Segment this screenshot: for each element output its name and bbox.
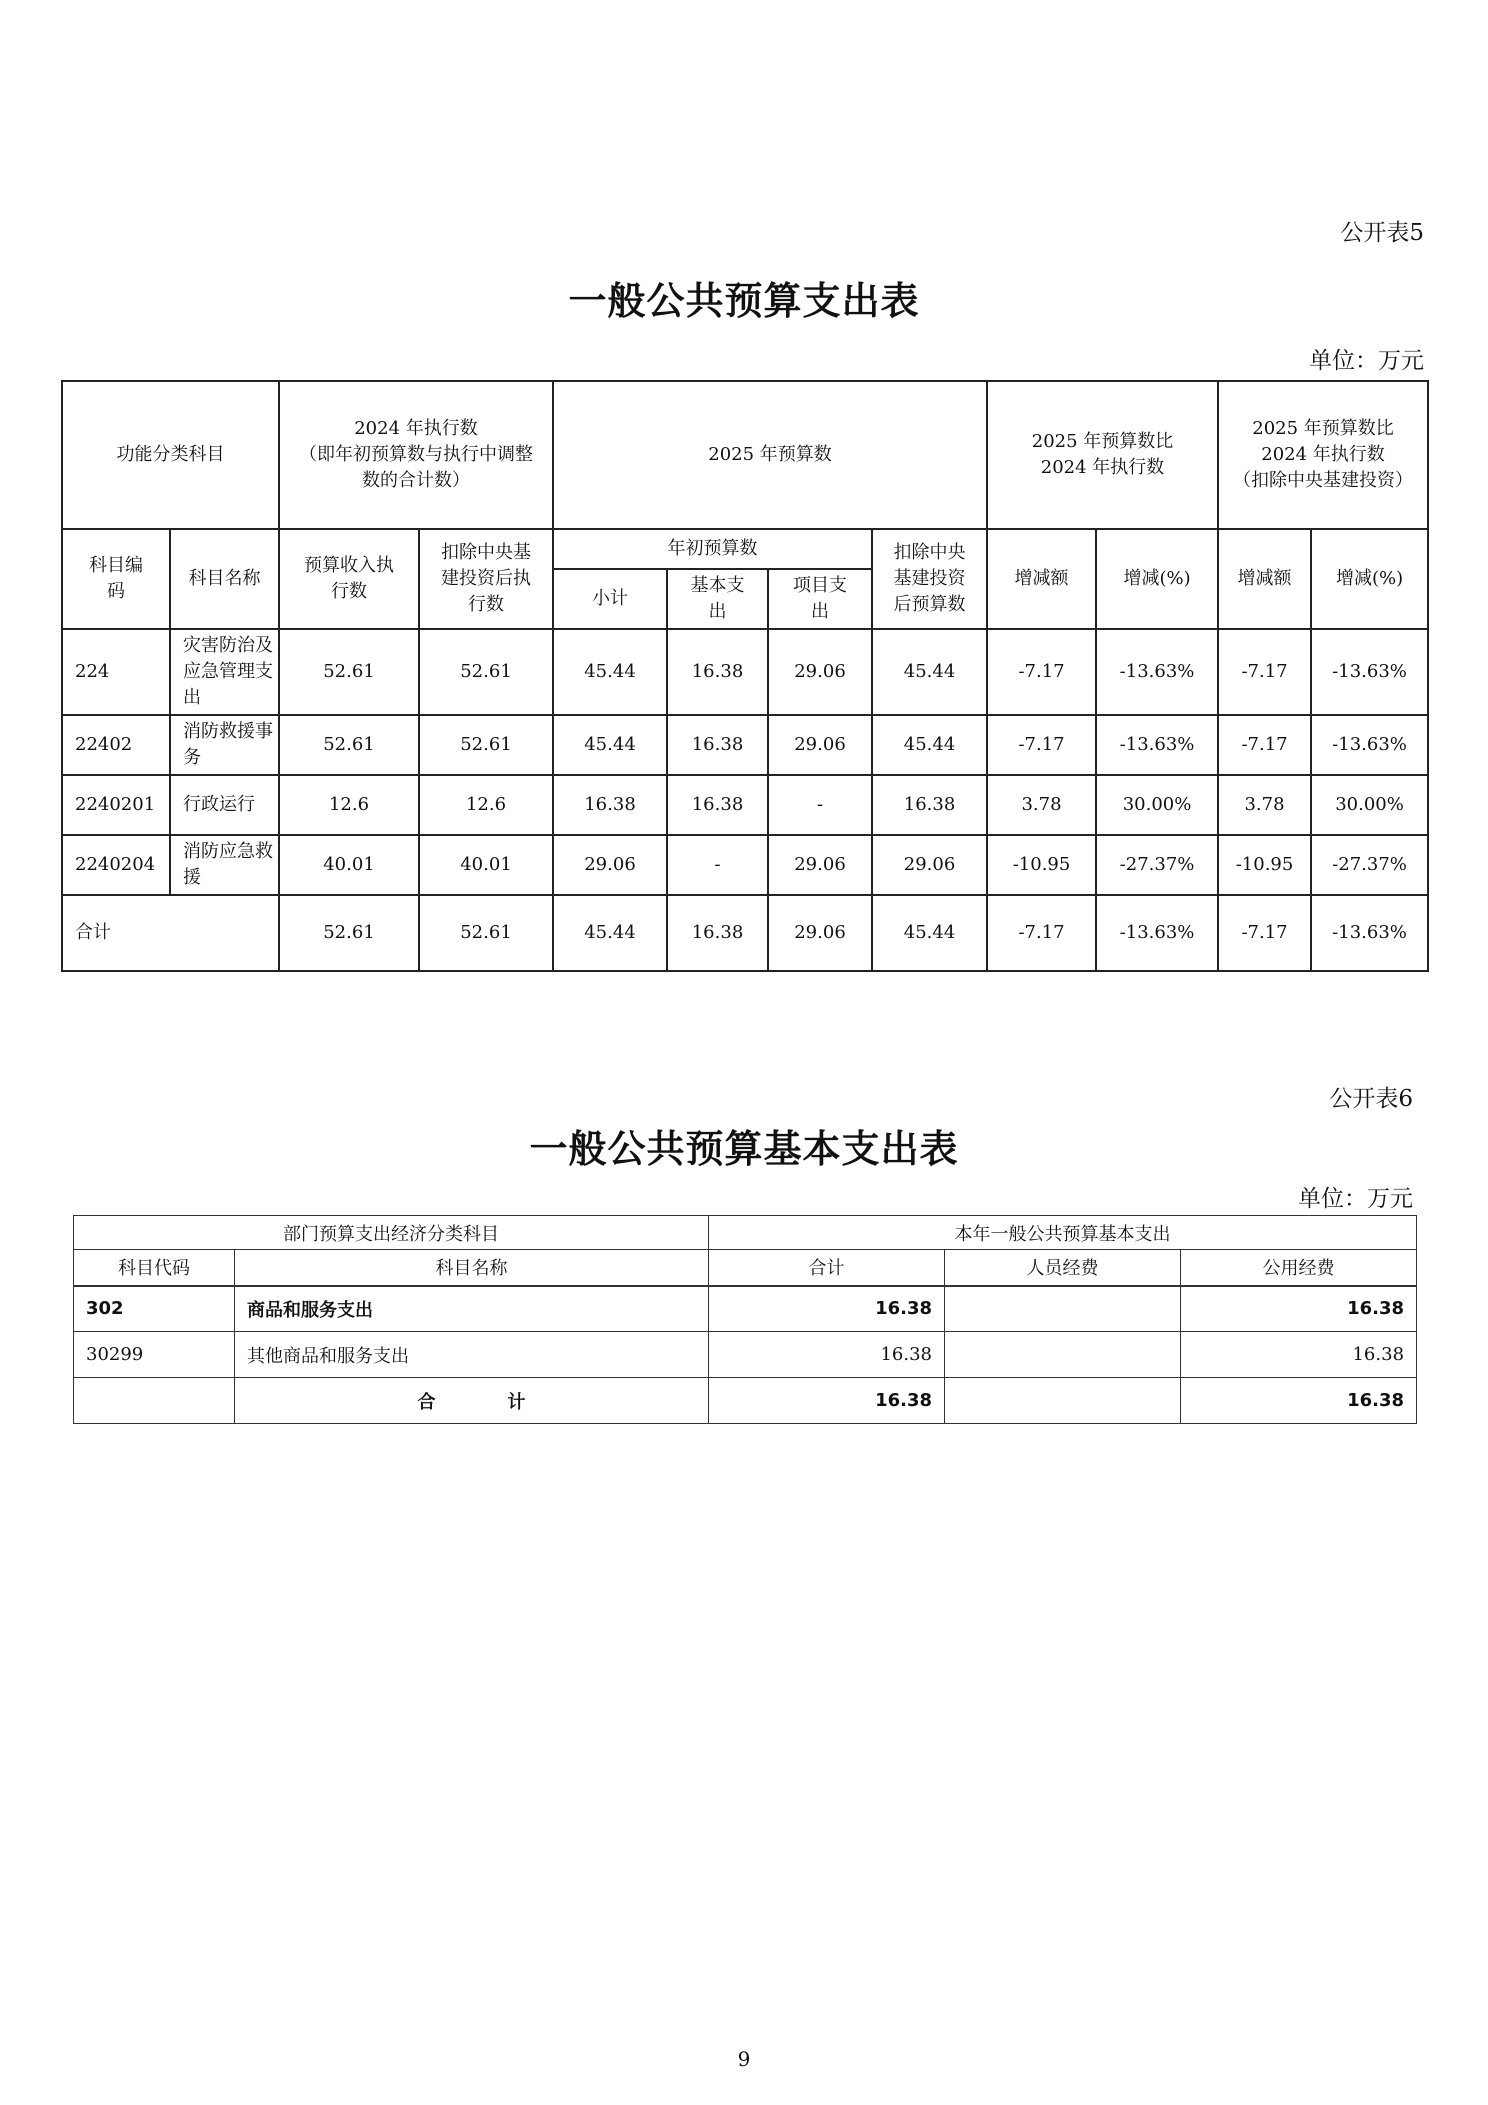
row-cell: 16.38 xyxy=(553,775,667,835)
row-cell: -10.95 xyxy=(987,835,1096,895)
header-budget-2025: 2025 年预算数 xyxy=(553,381,987,529)
sum-blank xyxy=(74,1378,235,1424)
row-personnel xyxy=(945,1286,1181,1332)
row-cell: -27.37% xyxy=(1096,835,1218,895)
total-cell: 52.61 xyxy=(279,895,419,971)
row-code: 224 xyxy=(62,629,170,715)
row-cell: 52.61 xyxy=(419,629,553,715)
row-total: 16.38 xyxy=(709,1332,945,1378)
header-change-amount-excl: 增减额 xyxy=(1218,529,1311,629)
table5-unit: 单位：万元 xyxy=(1309,348,1424,374)
row-code: 22402 xyxy=(62,715,170,775)
header-code: 科目编码 xyxy=(62,529,170,629)
row-cell: -7.17 xyxy=(1218,629,1311,715)
row-cell: 16.38 xyxy=(667,775,768,835)
header-change-percent-excl: 增减(%) xyxy=(1311,529,1428,629)
row-cell: 16.38 xyxy=(667,629,768,715)
total-cell: 45.44 xyxy=(872,895,987,971)
total-cell: -7.17 xyxy=(1218,895,1311,971)
row-public: 16.38 xyxy=(1181,1332,1417,1378)
row-cell: 3.78 xyxy=(987,775,1096,835)
sum-total: 16.38 xyxy=(709,1378,945,1424)
row-cell: 29.06 xyxy=(768,629,872,715)
total-cell: 52.61 xyxy=(419,895,553,971)
header-name: 科目名称 xyxy=(170,529,279,629)
row-cell: 45.44 xyxy=(872,715,987,775)
header-dept-econ-category: 部门预算支出经济分类科目 xyxy=(74,1216,709,1250)
row-cell: -13.63% xyxy=(1096,629,1218,715)
row-cell: 29.06 xyxy=(553,835,667,895)
header-initial-budget: 年初预算数 xyxy=(553,529,872,569)
table-row xyxy=(74,1332,1417,1378)
header-change-percent: 增减(%) xyxy=(1096,529,1218,629)
table5-tag: 公开表5 xyxy=(1340,220,1424,246)
header-compare: 2025 年预算数比 2024 年执行数 xyxy=(987,381,1218,529)
header-total: 合计 xyxy=(709,1250,945,1286)
row-name: 消防应急救援 xyxy=(170,835,279,895)
table6-unit: 单位：万元 xyxy=(1298,1186,1413,1212)
header-personnel: 人员经费 xyxy=(945,1250,1181,1286)
row-cell: 45.44 xyxy=(553,715,667,775)
row-public: 16.38 xyxy=(1181,1286,1417,1332)
table6-tag: 公开表6 xyxy=(1329,1086,1413,1112)
row-cell: - xyxy=(768,775,872,835)
row-name: 消防救援事务 xyxy=(170,715,279,775)
header-name: 科目名称 xyxy=(235,1250,709,1286)
table-row xyxy=(62,775,1428,835)
total-cell: -13.63% xyxy=(1096,895,1218,971)
row-cell: 3.78 xyxy=(1218,775,1311,835)
row-cell: -7.17 xyxy=(987,715,1096,775)
total-cell: -13.63% xyxy=(1311,895,1428,971)
row-cell: -7.17 xyxy=(987,629,1096,715)
sum-personnel xyxy=(945,1378,1181,1424)
total-cell: -7.17 xyxy=(987,895,1096,971)
table-row xyxy=(74,1286,1417,1332)
header-project: 项目支出 xyxy=(768,569,872,629)
header-compare-excl: 2025 年预算数比 2024 年执行数 （扣除中央基建投资） xyxy=(1218,381,1428,529)
row-total: 16.38 xyxy=(709,1286,945,1332)
total-cell: 45.44 xyxy=(553,895,667,971)
row-cell: -13.63% xyxy=(1096,715,1218,775)
row-cell: 16.38 xyxy=(667,715,768,775)
row-cell: -27.37% xyxy=(1311,835,1428,895)
row-cell: -7.17 xyxy=(1218,715,1311,775)
row-code: 302 xyxy=(74,1286,235,1332)
table-row xyxy=(62,629,1428,715)
row-cell: 45.44 xyxy=(872,629,987,715)
row-cell: -10.95 xyxy=(1218,835,1311,895)
total-cell: 29.06 xyxy=(768,895,872,971)
row-cell: 16.38 xyxy=(872,775,987,835)
header-budget-excl: 扣除中央基建投资后预算数 xyxy=(872,529,987,629)
total-label: 合计 xyxy=(62,895,279,971)
header-current-basic: 本年一般公共预算基本支出 xyxy=(709,1216,1417,1250)
row-name: 行政运行 xyxy=(170,775,279,835)
row-name: 灾害防治及应急管理支出 xyxy=(170,629,279,715)
sum-public: 16.38 xyxy=(1181,1378,1417,1424)
row-cell: 52.61 xyxy=(279,715,419,775)
row-cell: 12.6 xyxy=(419,775,553,835)
row-cell: 29.06 xyxy=(768,715,872,775)
header-public: 公用经费 xyxy=(1181,1250,1417,1286)
table6-title: 一般公共预算基本支出表 xyxy=(529,1127,959,1171)
header-subtotal: 小计 xyxy=(553,569,667,629)
row-name: 商品和服务支出 xyxy=(235,1286,709,1332)
sum-label: 合 计 xyxy=(235,1378,709,1424)
header-function-category: 功能分类科目 xyxy=(62,381,279,529)
row-code: 2240201 xyxy=(62,775,170,835)
row-cell: 52.61 xyxy=(279,629,419,715)
row-cell: 45.44 xyxy=(553,629,667,715)
row-code: 30299 xyxy=(74,1332,235,1378)
row-cell: 29.06 xyxy=(768,835,872,895)
row-cell: 30.00% xyxy=(1311,775,1428,835)
row-cell: - xyxy=(667,835,768,895)
table-row xyxy=(62,715,1428,775)
header-income-exec: 预算收入执行数 xyxy=(279,529,419,629)
header-code: 科目代码 xyxy=(74,1250,235,1286)
row-cell: 30.00% xyxy=(1096,775,1218,835)
row-cell: -13.63% xyxy=(1311,629,1428,715)
table6-total-row xyxy=(74,1378,1417,1424)
row-personnel xyxy=(945,1332,1181,1378)
row-cell: 12.6 xyxy=(279,775,419,835)
table5-total-row xyxy=(62,895,1428,971)
row-name: 其他商品和服务支出 xyxy=(235,1332,709,1378)
row-cell: 29.06 xyxy=(872,835,987,895)
table5-title: 一般公共预算支出表 xyxy=(568,279,920,323)
row-cell: 52.61 xyxy=(419,715,553,775)
row-code: 2240204 xyxy=(62,835,170,895)
header-change-amount: 增减额 xyxy=(987,529,1096,629)
header-exec-2024: 2024 年执行数 （即年初预算数与执行中调整数的合计数） xyxy=(279,381,553,529)
row-cell: -13.63% xyxy=(1311,715,1428,775)
total-cell: 16.38 xyxy=(667,895,768,971)
header-basic: 基本支出 xyxy=(667,569,768,629)
page-number: 9 xyxy=(737,2047,751,2071)
table-row xyxy=(62,835,1428,895)
general-budget-expenditure-table xyxy=(61,380,1429,972)
row-cell: 40.01 xyxy=(419,835,553,895)
row-cell: 40.01 xyxy=(279,835,419,895)
header-exec-excl: 扣除中央基建投资后执行数 xyxy=(419,529,553,629)
general-budget-basic-expenditure-table xyxy=(73,1215,1417,1424)
